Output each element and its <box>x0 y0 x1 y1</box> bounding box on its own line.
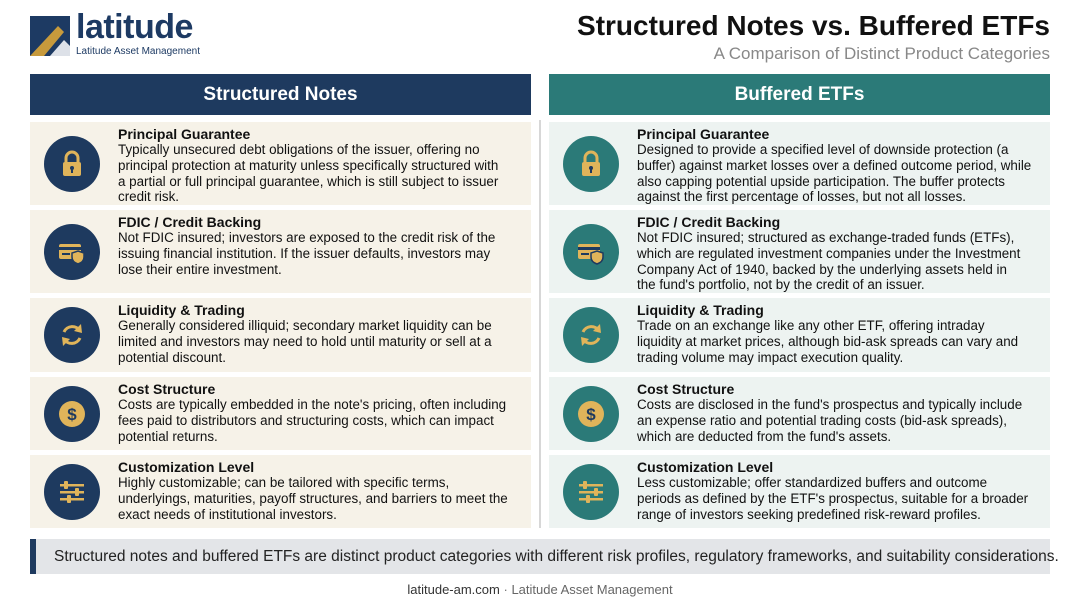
card-body-line: a partial or full principal guarantee, which is still subject to issuer <box>118 173 499 189</box>
buffered-etfs-card-fdic-credit-backing <box>549 210 1050 293</box>
sliders-icon <box>563 464 619 520</box>
card-body-line: fees paid to distributors and structuring costs, which can impact <box>118 412 494 428</box>
card-body-line: Not FDIC insured; structured as exchange-traded funds (ETFs), <box>637 230 1015 245</box>
card-shield-icon <box>563 224 619 280</box>
card-body-line: Designed to provide a specified level of downside protection (a <box>637 142 1009 157</box>
card-body-line: periods as defined by the ETF's prospectus, suitable for a broader <box>637 490 1029 506</box>
lock-icon <box>563 136 619 192</box>
card-body <box>637 142 1040 205</box>
footer-org: Latitude Asset Management <box>511 582 673 597</box>
structured-notes-header: Structured Notes <box>30 74 531 115</box>
card-body <box>637 318 1040 365</box>
site-link[interactable]: latitude-am.com <box>407 582 500 597</box>
card-title: Liquidity & Trading <box>118 302 245 318</box>
card-title: Cost Structure <box>118 381 216 397</box>
card-body-line: Costs are disclosed in the fund's prospectus and typically include <box>637 397 1023 412</box>
card-body-line: Typically unsecured debt obligations of the issuer, offering no <box>118 142 480 157</box>
card-body-line: Highly customizable; can be tailored with specific terms, <box>118 475 450 490</box>
buffered-etfs-card-principal-guarantee <box>549 122 1050 205</box>
card-body-line: Costs are typically embedded in the note's pricing, often including <box>118 397 507 412</box>
card-body-line: liquidity at market prices, although bid-ask spreads can vary and <box>637 333 1019 349</box>
summary-bar <box>30 539 1059 574</box>
structured-notes-card-cost-structure <box>30 377 531 450</box>
card-title: Cost Structure <box>637 381 735 397</box>
dollar-icon <box>44 386 100 442</box>
card-body-line: Not FDIC insured; investors are exposed to the credit risk of the <box>118 230 496 245</box>
card-body-line: limited and investors may need to hold until maturity or sell at a <box>118 333 492 349</box>
card-body-line: trading volume may impact execution quality. <box>637 349 904 365</box>
footer-credit <box>0 582 1080 597</box>
card-text <box>118 126 521 205</box>
card-title: Principal Guarantee <box>637 126 770 142</box>
buffered-etfs-card-cost-structure <box>549 377 1050 450</box>
card-body-line: buffer) against market losses over a defined outcome period, while <box>637 157 1032 173</box>
structured-notes-card-fdic-credit-backing <box>30 210 531 293</box>
card-shield-icon <box>44 224 100 280</box>
brand-subtitle: Latitude Asset Management <box>76 46 200 57</box>
card-body-line: which are regulated investment companies under the Investment <box>637 245 1021 261</box>
logo <box>30 8 230 60</box>
summary-accent <box>30 539 36 574</box>
card-text <box>118 214 521 277</box>
structured-notes-card-principal-guarantee <box>30 122 531 205</box>
card-text <box>637 381 1040 444</box>
card-body <box>118 142 521 205</box>
page-subtitle: A Comparison of Distinct Product Categories <box>713 44 1050 63</box>
card-title: Principal Guarantee <box>118 126 251 142</box>
svg-text:$: $ <box>67 404 77 424</box>
summary-text: Structured notes and buffered ETFs are distinct product categories with different risk profiles, regulatory frameworks, and suitability considerations. <box>54 547 1059 565</box>
page-title: Structured Notes vs. Buffered ETFs <box>577 10 1050 41</box>
card-text <box>118 302 521 365</box>
card-title: Customization Level <box>637 459 774 475</box>
sliders-icon <box>44 464 100 520</box>
card-body-line: potential discount. <box>118 349 226 365</box>
credit-separator: · <box>503 582 508 597</box>
card-text <box>637 302 1040 365</box>
card-body-line: which are deducted from the fund's assets. <box>637 428 892 444</box>
card-body-line: underlyings, maturities, payoff structures, and barriers to meet the <box>118 490 508 506</box>
refresh-icon <box>563 307 619 363</box>
card-body-line: also capping potential upside participation. The buffer protects <box>637 173 1005 189</box>
card-title: FDIC / Credit Backing <box>637 214 781 230</box>
card-text <box>637 214 1040 293</box>
card-body-line: range of investors seeking predefined risk-reward profiles. <box>637 506 981 522</box>
card-body-line: Company Act of 1940, backed by the underlying assets held in <box>637 261 1007 277</box>
card-body-line: an expense ratio and potential trading costs (bid-ask spreads), <box>637 412 1007 428</box>
card-body-line: Generally considered illiquid; secondary market liquidity can be <box>118 318 492 333</box>
card-body <box>637 230 1040 293</box>
buffered-etfs-card-customization-level <box>549 455 1050 528</box>
card-body-line: principal protection at maturity unless specifically structured with <box>118 157 499 173</box>
card-body-line: lose their entire investment. <box>118 261 282 277</box>
brand-name: latitude <box>76 8 193 46</box>
card-title: Customization Level <box>118 459 255 475</box>
card-body-line: Trade on an exchange like any other ETF, offering intraday <box>637 318 985 333</box>
card-body <box>637 397 1040 444</box>
card-title: FDIC / Credit Backing <box>118 214 262 230</box>
card-text <box>118 459 521 522</box>
structured-notes-card-liquidity-trading <box>30 298 531 372</box>
card-body-line: credit risk. <box>118 189 180 205</box>
card-body <box>118 318 521 365</box>
card-body <box>118 397 521 444</box>
latitude-logo-icon <box>30 16 70 56</box>
card-body-line: against the first percentage of losses, but not all losses. <box>637 189 966 205</box>
card-body <box>118 475 521 522</box>
card-body-line: the fund's portfolio, not by the credit of an issuer. <box>637 277 925 293</box>
lock-icon <box>44 136 100 192</box>
card-text <box>118 381 521 444</box>
structured-notes-card-customization-level <box>30 455 531 528</box>
buffered-etfs-card-liquidity-trading <box>549 298 1050 372</box>
card-body <box>118 230 521 277</box>
card-title: Liquidity & Trading <box>637 302 764 318</box>
column-divider <box>539 120 541 528</box>
card-body-line: Less customizable; offer standardized buffers and outcome <box>637 475 988 490</box>
card-body <box>637 475 1040 522</box>
buffered-etfs-header: Buffered ETFs <box>549 74 1050 115</box>
card-text <box>637 459 1040 522</box>
dollar-icon <box>563 386 619 442</box>
refresh-icon <box>44 307 100 363</box>
card-body-line: issuing financial institution. If the issuer defaults, investors may <box>118 245 491 261</box>
card-body-line: potential returns. <box>118 428 218 444</box>
svg-text:$: $ <box>586 404 596 424</box>
card-text <box>637 126 1040 205</box>
card-body-line: exact needs of institutional investors. <box>118 506 337 522</box>
